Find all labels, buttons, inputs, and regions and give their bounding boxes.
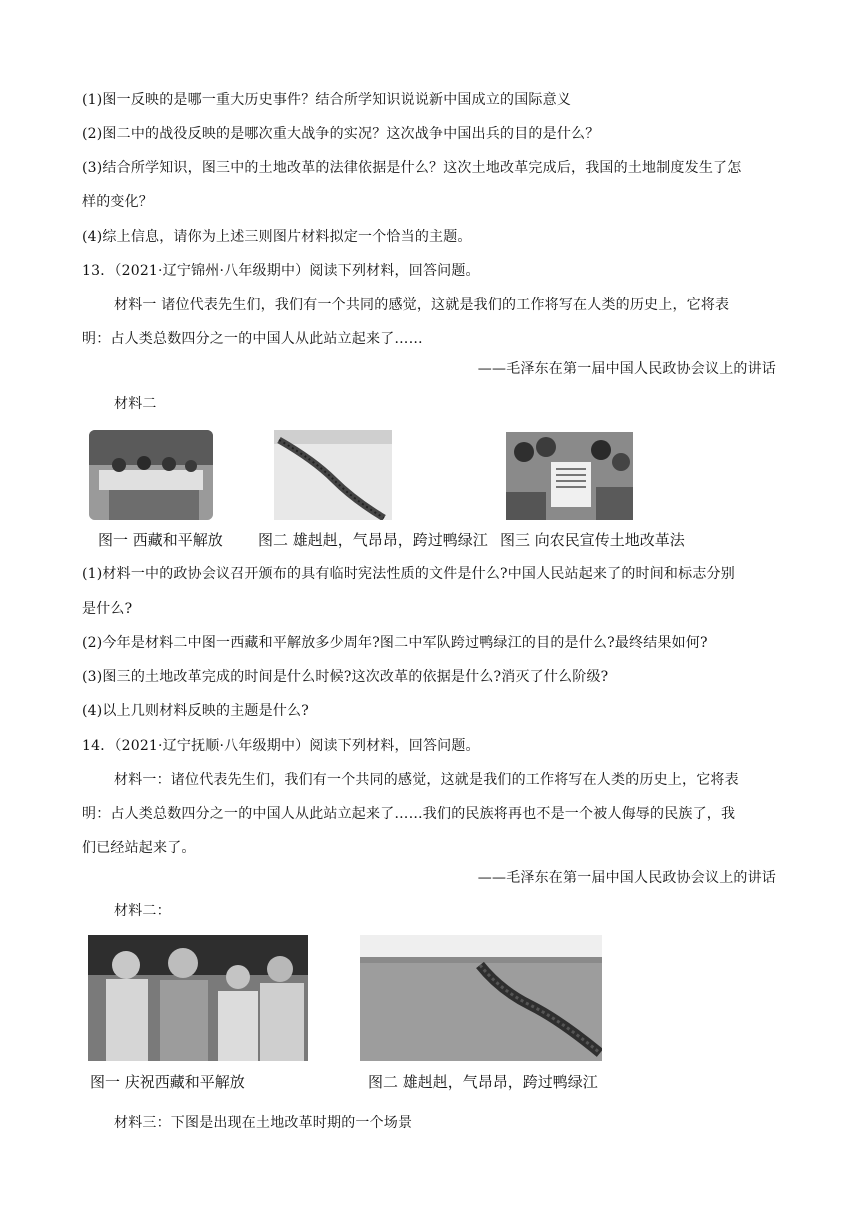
- yalu-river-crossing-photo: [360, 935, 602, 1061]
- figure-caption: 图三 向农民宣传土地改革法: [500, 531, 685, 549]
- question-line: (2)图二中的战役反映的是哪次重大战争的实况？这次战争中国出兵的目的是什么？: [82, 126, 600, 142]
- material-source: ——毛泽东在第一届中国人民政协会议上的讲话: [477, 361, 776, 377]
- material-text: 材料一：诸位代表先生们，我们有一个共同的感觉，这就是我们的工作将写在人类的历史上，它将表: [114, 772, 739, 788]
- celebrate-tibet-liberation-photo: [88, 935, 308, 1061]
- question-line: (1)材料一中的政协会议召开颁布的具有临时宪法性质的文件是什么?中国人民站起来了的时间和标志分别: [82, 566, 735, 582]
- material-text: 材料一 诸位代表先生们，我们有一个共同的感觉，这就是我们的工作将写在人类的历史上，它将表: [114, 297, 730, 313]
- material-label: 材料三：下图是出现在土地改革时期的一个场景: [114, 1115, 413, 1131]
- figure-caption: 图二 雄赳赳，气昂昂，跨过鸭绿江: [368, 1073, 598, 1091]
- land-reform-propaganda-photo: [506, 432, 633, 520]
- material-text: 明：占人类总数四分之一的中国人从此站立起来了……: [82, 331, 423, 347]
- material-source: ——毛泽东在第一届中国人民政协会议上的讲话: [477, 870, 776, 886]
- figure-caption: 图一 庆祝西藏和平解放: [90, 1073, 245, 1091]
- question-13-heading: 13．（2021·辽宁锦州·八年级期中）阅读下列材料，回答问题。: [82, 263, 480, 279]
- figure-caption: 图一 西藏和平解放: [98, 531, 223, 549]
- yalu-river-crossing-photo: [274, 430, 392, 520]
- material-text: 明：占人类总数四分之一的中国人从此站立起来了……我们的民族将再也不是一个被人侮辱的民族了，我: [82, 806, 736, 822]
- question-line: 样的变化？: [82, 194, 153, 210]
- material-label: 材料二：: [114, 903, 171, 919]
- question-line: (4)以上几则材料反映的主题是什么?: [82, 703, 309, 719]
- question-line: (3)结合所学知识，图三中的土地改革的法律依据是什么？这次土地改革完成后，我国的土地制度发生了怎: [82, 160, 742, 176]
- question-14-heading: 14．（2021·辽宁抚顺·八年级期中）阅读下列材料，回答问题。: [82, 738, 480, 754]
- question-line: 是什么?: [82, 601, 133, 617]
- material-label: 材料二: [114, 396, 157, 412]
- figure-caption: 图二 雄赳赳，气昂昂，跨过鸭绿江: [258, 531, 488, 549]
- question-line: (2)今年是材料二中图一西藏和平解放多少周年?图二中军队跨过鸭绿江的目的是什么?最终结果如何?: [82, 635, 708, 651]
- material-text: 们已经站起来了。: [82, 840, 196, 856]
- question-line: (4)综上信息，请你为上述三则图片材料拟定一个恰当的主题。: [82, 229, 472, 245]
- tibet-liberation-photo: [89, 430, 213, 520]
- question-line: (1)图一反映的是哪一重大历史事件？结合所学知识说说新中国成立的国际意义: [82, 92, 572, 108]
- question-line: (3)图三的土地改革完成的时间是什么时候?这次改革的依据是什么?消灭了什么阶级?: [82, 669, 609, 685]
